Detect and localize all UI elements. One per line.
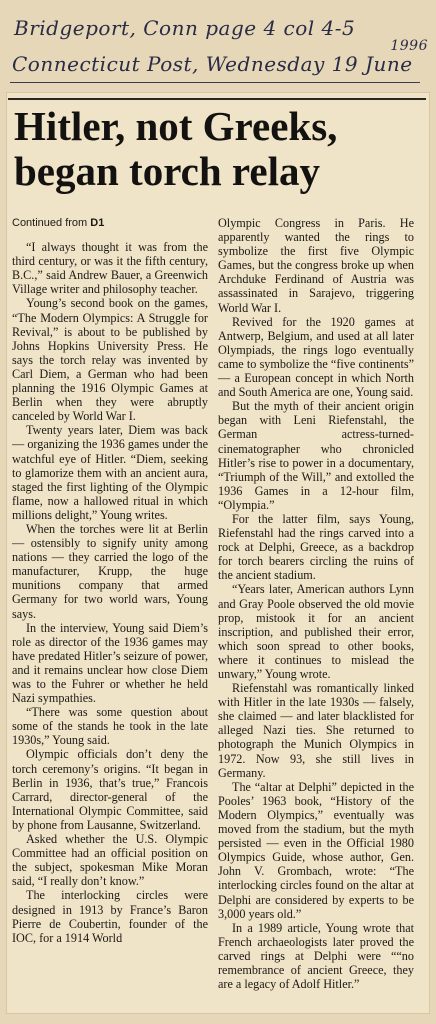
headline	[14, 104, 418, 194]
continued-line	[12, 216, 208, 230]
paragraph: “There was some question about some of the stands he took in the late 1930s,” Young said.	[12, 705, 208, 748]
paragraph: Olympic officials don’t deny the torch ceremony’s origins. “It began in Berlin in 1936, that’s true,” Francois Carrard, director-general of the International Olympic Committee, said by phone from Lausanne, Switzerland.	[12, 747, 208, 832]
continued-label: Continued from	[12, 217, 88, 229]
headline-line-2: began torch relay	[14, 148, 320, 194]
paragraph: The “altar at Delphi” depicted in the Pooles’ 1963 book, “History of the Modern Olympics,” eventually was moved from the stadium, but the myth persisted — even in the Official 1980 Olympics Guide, whose author, Gen. John V. Grombach, wrote: “The interlocking circles found on the altar at Delphi are considered by experts to be 3,000 years old.”	[218, 779, 414, 921]
article-body	[12, 216, 424, 1016]
annotation-line-2: Connecticut Post, Wednesday 19 June	[12, 52, 413, 76]
annotation-underline	[10, 82, 420, 83]
paragraph: Olympic Congress in Paris. He apparently wanted the rings to symbolize the first five Olympic Games, but the congress broke up when Archduke Ferdinand of Austria was assassinated in Sarajevo, triggering World War I.	[218, 216, 414, 315]
handwritten-annotation	[10, 10, 430, 86]
top-rule	[8, 98, 426, 100]
paragraph: Twenty years later, Diem was back — organizing the 1936 games under the watchful eye of Hitler. “Diem, seeking to glamorize them with an ancient aura, staged the first lighting of the Olympic flame, now a hallowed ritual in which millions delight,” Young writes.	[12, 423, 208, 522]
paragraph: Revived for the 1920 games at Antwerp, Belgium, and used at all later Olympiads, the rings logo eventually came to symbolize the “five continents” — a European concept in which North and South America are one, Young said.	[218, 314, 414, 400]
paragraph: Riefenstahl was romantically linked with Hitler in the late 1930s — falsely, she claimed — and later blacklisted for alleged Nazi ties. She returned to photograph the Munich Olympics in 1972. Now 93, she still lives in Germany.	[218, 681, 414, 780]
annotation-line-1: Bridgeport, Conn page 4 col 4-5	[14, 16, 356, 40]
continued-page: D1	[90, 217, 105, 229]
headline-line-1: Hitler, not Greeks,	[14, 103, 338, 149]
article-column-left	[12, 216, 208, 1016]
paragraph: In a 1989 article, Young wrote that French archaeologists later proved the carved rings at Delphi were ““no remembrance of ancient Greece, they are a legacy of Adolf Hitler.”	[218, 920, 414, 992]
paragraph: When the torches were lit at Berlin — ostensibly to signify unity among nations — they carried the logo of the manufacturer, Krupp, the huge munitions company that armed Germany for two world wars, Young says.	[12, 521, 208, 621]
paragraph: For the latter film, says Young, Riefenstahl had the rings carved into a rock at Delphi, Greece, as a backdrop for torch bearers circling the ruins of the ancient stadium.	[218, 511, 414, 583]
article-column-right	[218, 216, 414, 1016]
annotation-year: 1996	[390, 38, 428, 54]
paragraph: The interlocking circles were designed in 1913 by France’s Baron Pierre de Coubertin, founder of the IOC, for a 1914 World	[12, 888, 208, 945]
paragraph: But the myth of their ancient origin began with Leni Riefenstahl, the German actress-turned-cinematographer who chronicled Hitler’s rise to power in a documentary, “Triumph of the Will,” and extolled the 1936 Games in a 12-hour film, “Olympia.”	[218, 399, 414, 512]
paragraph: Young’s second book on the games, “The Modern Olympics: A Struggle for Revival,” is about to be published by Johns Hopkins University Press. He says the torch relay was invented by Carl Diem, a German who had been planning the 1916 Olympic Games at Berlin when they were abruptly canceled by World War I.	[12, 296, 208, 424]
paragraph: Asked whether the U.S. Olympic Committee had an official position on the subject, spokesman Mike Moran said, “I really don’t know.”	[12, 832, 208, 889]
paragraph: “I always thought it was from the third century, or was it the fifth century, B.C.,” said Andrew Bauer, a Greenwich Village writer and philosophy teacher.	[12, 240, 208, 297]
paragraph: In the interview, Young said Diem’s role as director of the 1936 games may have predated Hitler’s seizure of power, and it remains unclear how close Diem was to the Fuhrer or whether he held Nazi sympathies.	[12, 620, 208, 706]
paragraph: “Years later, American authors Lynn and Gray Poole observed the old movie prop, mistook it for an ancient inscription, and published their error, which soon spread to other books, where it continues to mislead the unwary,” Young wrote.	[218, 582, 414, 681]
